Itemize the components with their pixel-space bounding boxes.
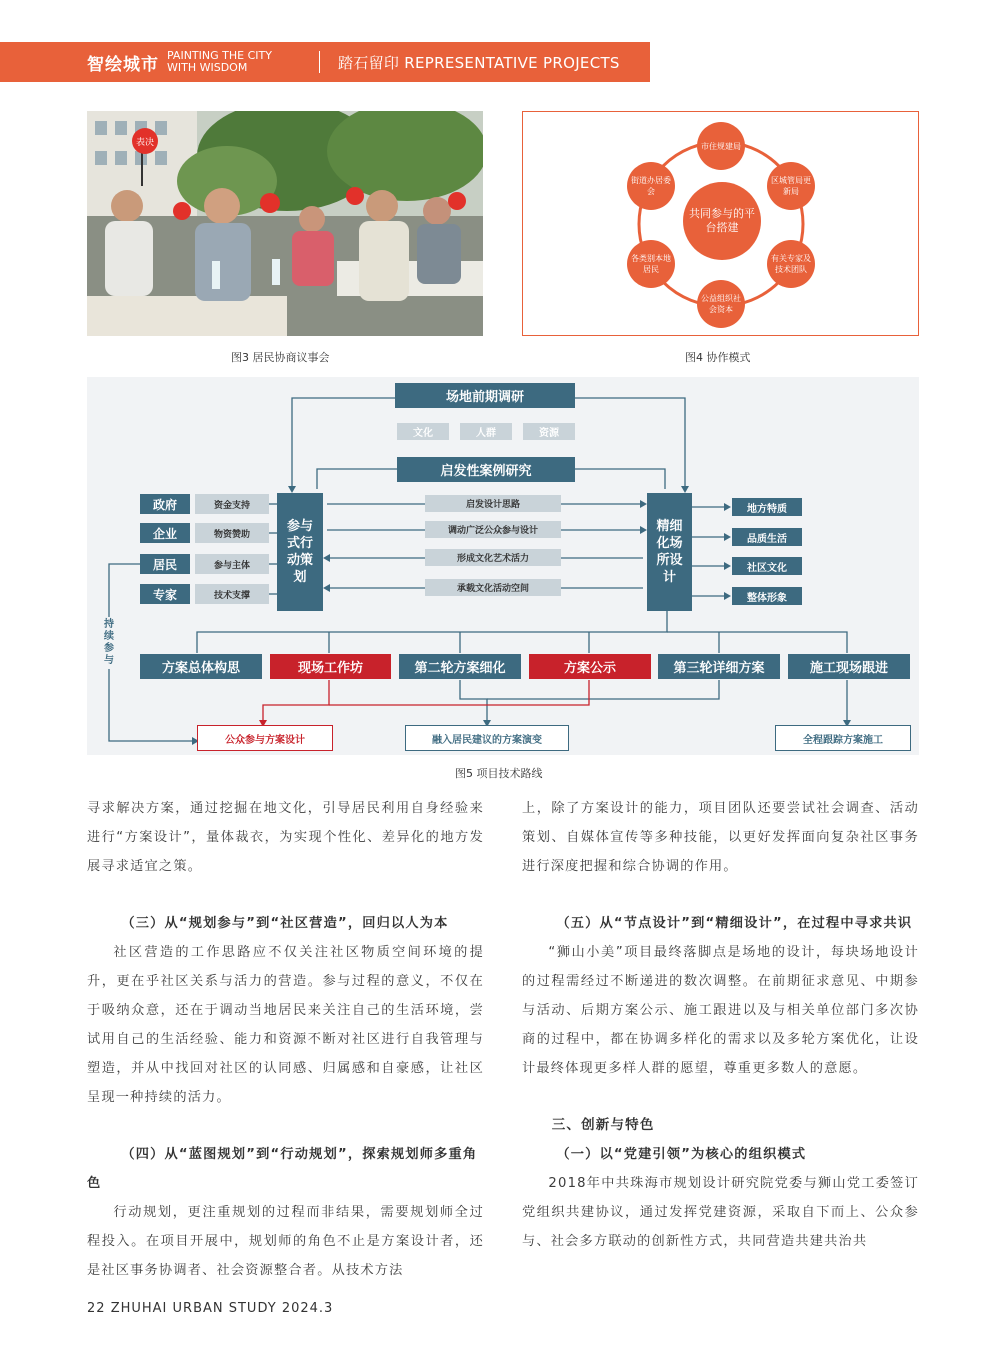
link-activity-space: 承载文化活动空间	[425, 579, 561, 596]
heading-party-building: （一）以“党建引领”为核心的组织模式	[556, 1147, 807, 1162]
role-participants: 参与主体	[195, 554, 269, 574]
heading-section-5: （五）从“节点设计”到“精细设计”，在过程中寻求共识	[556, 916, 913, 931]
technical-route-diagram	[87, 377, 919, 755]
role-tech-support: 技术支撑	[195, 584, 269, 604]
fig5-caption: 图5 项目技术路线	[455, 767, 543, 780]
bottom-plan-evolution: 融入居民建议的方案演变	[405, 725, 569, 751]
actor-government: 政府	[140, 494, 190, 514]
stage-overall-concept: 方案总体构思	[140, 654, 262, 679]
node-public-org: 公益组织社会资本	[697, 280, 745, 328]
heading-innovation: 三、创新与特色	[551, 1117, 655, 1133]
magazine-subtitle: PAINTING THE CITY WITH WISDOM	[167, 49, 272, 74]
bottom-track-construction: 全程跟踪方案施工	[775, 725, 911, 751]
node-street-office: 街道办居委会	[627, 162, 675, 210]
fig4-caption: 图4 协作模式	[685, 351, 751, 364]
collaboration-diagram	[522, 111, 919, 336]
link-inspire-design: 启发设计思路	[425, 495, 561, 512]
stage-construction-followup: 施工现场跟进	[788, 654, 910, 679]
stage-third-round: 第三轮详细方案	[658, 654, 780, 679]
right-text-column	[522, 794, 919, 1256]
node-housing-bureau: 市住规建局	[697, 122, 745, 170]
journal-name: ZHUHAI URBAN STUDY	[110, 1301, 277, 1316]
page-footer	[87, 1301, 333, 1316]
page-number: 22	[87, 1301, 106, 1316]
platform-center: 共同参与的平台搭建	[683, 182, 761, 260]
outcome-overall-image: 整体形象	[732, 587, 802, 605]
actor-enterprise: 企业	[140, 523, 190, 543]
stage-second-round: 第二轮方案细化	[399, 654, 521, 679]
actor-experts: 专家	[140, 584, 190, 604]
node-residents: 各类别本地居民	[627, 240, 675, 288]
paragraph: 行动规划，更注重规划的过程而非结果，需要规划师全过程投入。在项目开展中，规划师的角色不止是方案设计者，还是社区事务协调者、社会资源整合者。从技术方法	[87, 1205, 484, 1278]
left-text-column	[87, 794, 484, 1285]
actor-residents: 居民	[140, 554, 190, 574]
role-funding: 资金支持	[195, 494, 269, 514]
outcome-local-character: 地方特质	[732, 498, 802, 516]
outcome-community-culture: 社区文化	[732, 557, 802, 575]
section-title: 踏石留印 REPRESENTATIVE PROJECTS	[338, 53, 620, 72]
outcome-quality-life: 品质生活	[732, 528, 802, 546]
paragraph: “狮山小美”项目最终落脚点是场地的设计，每块场地设计的过程需经过不断递进的数次调整。在前期征求意见、中期参与活动、后期方案公示、施工跟进以及与相关单位部门多次协商的过程中，都在协调多样化的需求以及多轮方案优化，让设计最终体现更多样人群的愿望，尊重更多数人的意愿。	[522, 945, 919, 1076]
site-research-box: 场地前期调研	[395, 383, 575, 408]
refined-design-core: 精细化场所设计	[647, 493, 692, 611]
stage-publicity: 方案公示	[529, 654, 651, 679]
fig3-caption: 图3 居民协商议事会	[231, 351, 330, 364]
tag-culture: 文化	[397, 423, 449, 440]
tag-people: 人群	[460, 423, 512, 440]
stage-workshop: 现场工作坊	[270, 654, 391, 679]
tag-resources: 资源	[523, 423, 575, 440]
link-cultural-vitality: 形成文化艺术活力	[425, 549, 561, 566]
header-divider	[319, 51, 320, 73]
resident-meeting-photo	[87, 111, 483, 336]
vote-sign-text: 表决	[135, 138, 155, 148]
role-sponsorship: 物资赞助	[195, 523, 269, 543]
paragraph: 社区营造的工作思路应不仅关注社区物质空间环境的提升，更在乎社区关系与活力的营造。参与过程的意义，不仅在于吸纳众意，还在于调动当地居民来关注自己的生活环境，尝试用自己的生活经验、能力和资源不断对社区进行自我管理与塑造，并从中找回对社区的认同感、归属感和自豪感，让社区呈现一种持续的活力。	[87, 945, 484, 1105]
case-study-box: 启发性案例研究	[397, 457, 575, 482]
heading-section-4: （四）从“蓝图规划”到“行动规划”，探索规划师多重角色	[87, 1147, 478, 1191]
paragraph: 2018年中共珠海市规划设计研究院党委与狮山党工委签订党组织共建协议，通过发挥党建资源，采取自下而上、公众参与、社会多方联动的创新性方式，共同营造共建共治共	[522, 1176, 919, 1249]
participatory-planning-core: 参与式行动策划	[277, 493, 323, 611]
header-band	[0, 42, 650, 82]
node-district-bureau: 区城管局更新局	[767, 162, 815, 210]
paragraph: 寻求解决方案，通过挖掘在地文化，引导居民利用自身经验来进行“方案设计”，量体裁衣，为实现个性化、差异化的地方发展寻求适宜之策。	[87, 801, 484, 874]
issue-number: 2024.3	[281, 1301, 334, 1316]
node-experts: 有关专家及技术团队	[767, 240, 815, 288]
magazine-title: 智绘城市	[87, 54, 159, 75]
heading-section-3: （三）从“规划参与”到“社区营造”，回归以人为本	[121, 916, 449, 931]
bottom-public-design: 公众参与方案设计	[197, 725, 333, 751]
paragraph: 上，除了方案设计的能力，项目团队还要尝试社会调查、活动策划、自媒体宣传等多种技能，以更好发挥面向复杂社区事务进行深度把握和综合协调的作用。	[522, 801, 919, 874]
sustain-participation-label: 持续参与	[98, 617, 120, 669]
link-public-participation: 调动广泛公众参与设计	[425, 521, 561, 538]
